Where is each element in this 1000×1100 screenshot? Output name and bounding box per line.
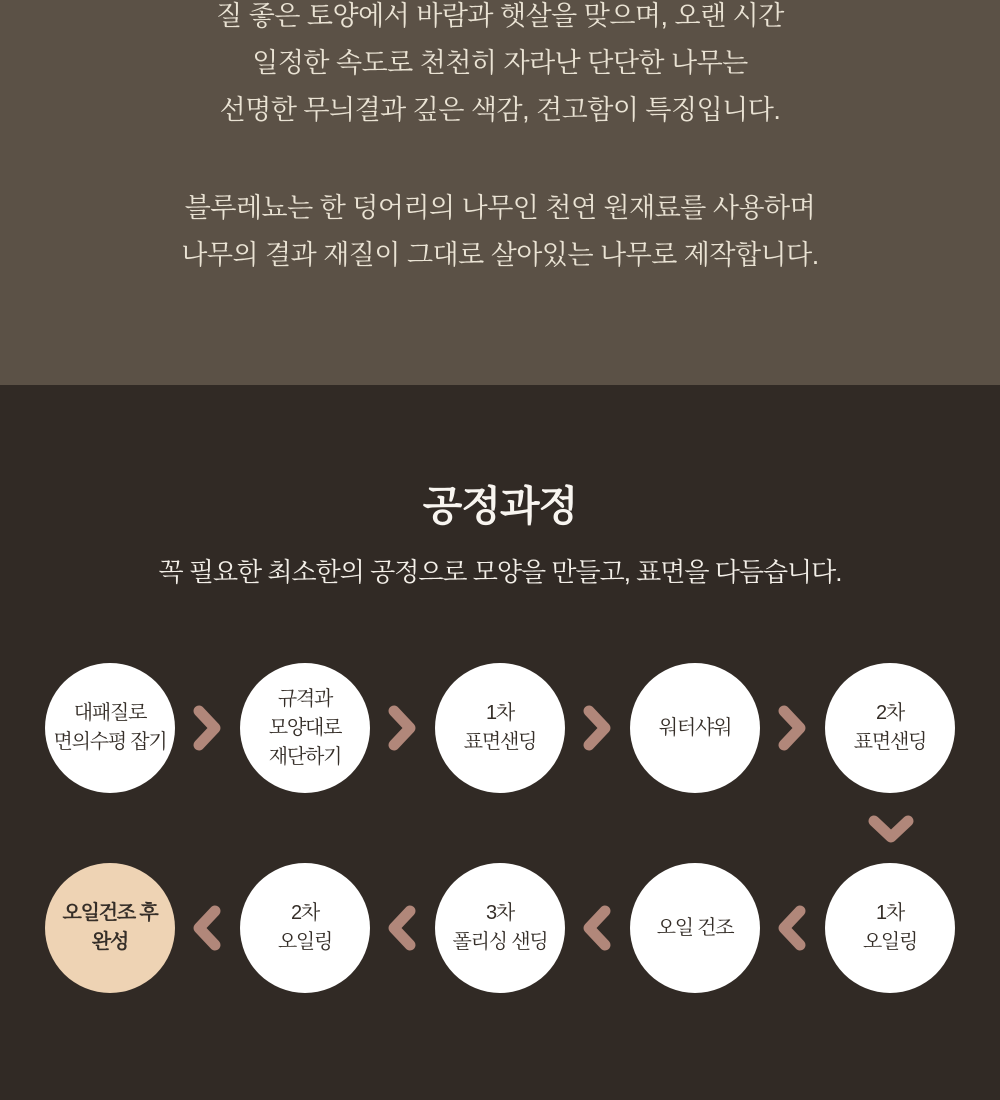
- step-line: 규격과: [277, 687, 333, 710]
- step-line: 오일 건조: [656, 916, 734, 939]
- step-second-sanding: [825, 663, 955, 793]
- intro-section: [0, 0, 1000, 385]
- intro-line: 나무의 결과 재질이 그대로 살아있는 나무로 제작합니다.: [181, 240, 819, 270]
- chevron-right-icon: [387, 705, 417, 751]
- step-line: 3차: [485, 902, 515, 924]
- step-line: 워터샤워: [658, 716, 732, 739]
- step-line: 표면샌딩: [853, 731, 927, 753]
- step-line: 면의수평 잡기: [53, 731, 167, 753]
- intro-line: 선명한 무늬결과 깊은 색감, 견고함이 특징입니다.: [219, 95, 781, 125]
- step-polishing-sanding: [435, 863, 565, 993]
- step-line: 폴리싱 샌딩: [452, 931, 548, 953]
- step-water-shower: [630, 663, 760, 793]
- step-line: 표면샌딩: [463, 731, 537, 753]
- intro-paragraph-2: [0, 185, 1000, 279]
- step-second-oiling: [240, 863, 370, 993]
- intro-line: 블루레뇨는 한 덩어리의 나무인 천연 원재료를 사용하며: [184, 193, 816, 223]
- step-line: 대패질로: [73, 702, 147, 724]
- chevron-left-icon: [387, 905, 417, 951]
- process-section: [0, 385, 1000, 1100]
- chevron-right-icon: [192, 705, 222, 751]
- step-line: 오일건조 후: [62, 902, 158, 924]
- step-finished: [45, 863, 175, 993]
- step-cutting: [240, 663, 370, 793]
- process-subtitle: 꼭 필요한 최소한의 공정으로 모양을 만들고, 표면을 다듬습니다.: [158, 557, 842, 587]
- step-first-oiling: [825, 863, 955, 993]
- step-line: 오일링: [277, 931, 333, 953]
- step-line: 오일링: [862, 931, 918, 953]
- chevron-right-icon: [582, 705, 612, 751]
- step-oil-drying: [630, 863, 760, 993]
- chevron-left-icon: [582, 905, 612, 951]
- intro-line: 질 좋은 토양에서 바람과 햇살을 맞으며, 오랜 시간: [216, 1, 784, 31]
- step-planing: [45, 663, 175, 793]
- step-line: 1차: [485, 702, 515, 724]
- chevron-down-icon: [868, 814, 914, 844]
- process-title: 공정과정: [422, 483, 578, 529]
- step-line: 완성: [91, 931, 129, 953]
- step-line: 2차: [290, 902, 320, 924]
- intro-paragraph-1: [0, 0, 1000, 134]
- intro-line: 일정한 속도로 천천히 자라난 단단한 나무는: [252, 48, 748, 78]
- step-first-sanding: [435, 663, 565, 793]
- step-line: 2차: [875, 702, 905, 724]
- chevron-left-icon: [777, 905, 807, 951]
- step-line: 모양대로: [268, 716, 342, 739]
- step-line: 재단하기: [268, 745, 342, 768]
- step-line: 1차: [875, 902, 905, 924]
- chevron-right-icon: [777, 705, 807, 751]
- chevron-left-icon: [192, 905, 222, 951]
